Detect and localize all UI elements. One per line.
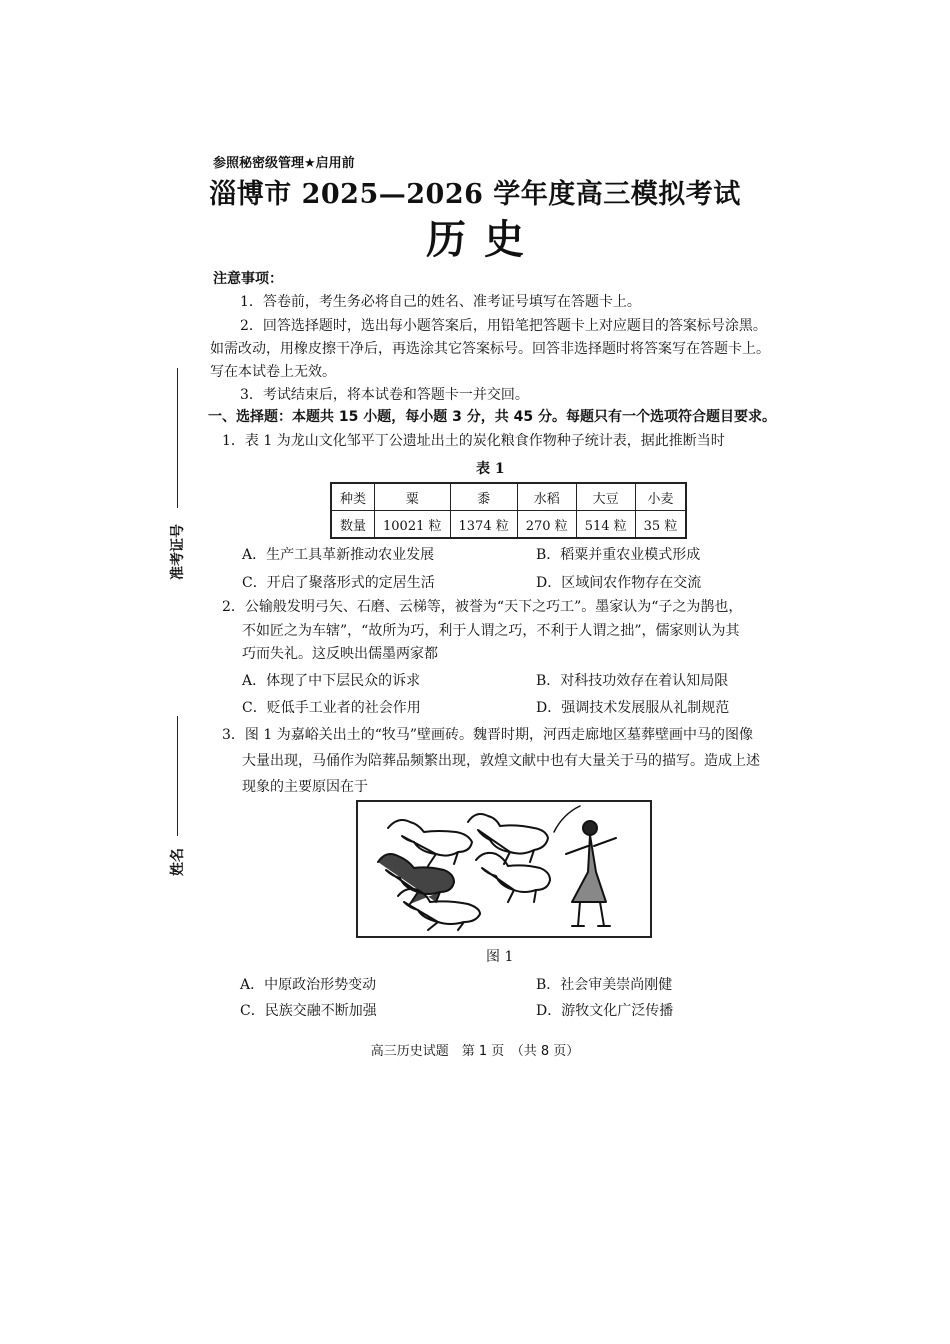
q3-option-c: C．民族交融不断加强: [240, 1003, 377, 1019]
exam-title: 淄博市 2025—2026 学年度高三模拟考试: [209, 179, 741, 210]
q2-line-3: 巧而失礼。这反映出儒墨两家都: [242, 646, 438, 662]
q2-option-d: D．强调技术发展服从礼制规范: [536, 700, 730, 716]
exam-id-line: [177, 368, 178, 508]
name-line: [177, 716, 178, 836]
mural-illustration: [358, 802, 650, 936]
table-cell: 10021 粒: [375, 511, 451, 539]
notice-item-2-line3: 写在本试卷上无效。: [210, 364, 336, 380]
notice-item-2-line2: 如需改动，用橡皮擦干净后，再选涂其它答案标号。回答非选择题时将答案写在答题卡上。: [210, 341, 770, 357]
table-row: [331, 511, 686, 539]
notice-item-2-line1: 2．回答选择题时，选出每小题答案后，用铅笔把答题卡上对应题目的答案标号涂黑。: [240, 318, 767, 334]
secret-mark: 参照秘密级管理★启用前: [213, 156, 355, 171]
q1-option-a: A．生产工具革新推动农业发展: [242, 547, 435, 563]
q3-option-d: D．游牧文化广泛传播: [536, 1003, 674, 1019]
table-cell: 水稻: [517, 483, 576, 511]
table-cell: 种类: [331, 483, 375, 511]
horse-shape: [476, 853, 550, 902]
notice-item-3: 3．考试结束后，将本试卷和答题卡一并交回。: [240, 387, 529, 403]
q3-figure-caption: 图 1: [486, 949, 514, 965]
q1-stem: 1．表 1 为龙山文化邹平丁公遗址出土的炭化粮食作物种子统计表，据此推断当时: [222, 433, 725, 449]
q2-option-c: C．贬低手工业者的社会作用: [242, 700, 421, 716]
herding-horses-mural-figure: [356, 800, 652, 938]
q3-line-2: 大量出现，马俑作为陪葬品频繁出现，敦煌文献中也有大量关于马的描写。造成上述: [242, 753, 760, 769]
table-cell: 35 粒: [635, 511, 686, 539]
q1-table-caption: 表 1: [476, 461, 505, 477]
table-cell: 黍: [450, 483, 517, 511]
table-cell: 1374 粒: [450, 511, 517, 539]
herdsman-figure: [566, 821, 616, 926]
q3-option-a: A．中原政治形势变动: [240, 977, 377, 993]
table-cell: 数量: [331, 511, 375, 539]
table-cell: 514 粒: [576, 511, 635, 539]
q1-option-b: B．稻粟并重农业模式形成: [536, 547, 701, 563]
q1-option-d: D．区域间农作物存在交流: [536, 575, 702, 591]
page-footer: 高三历史试题 第 1 页 （共 8 页）: [370, 1044, 580, 1059]
table-header-row: [331, 483, 686, 511]
seed-table: [330, 482, 687, 539]
subject-title: 历史: [426, 216, 542, 263]
table-cell: 270 粒: [517, 511, 576, 539]
q1-option-c: C．开启了聚落形式的定居生活: [242, 575, 435, 591]
q3-option-b: B．社会审美崇尚刚健: [536, 977, 673, 993]
q2-option-b: B．对科技功效存在着认知局限: [536, 673, 729, 689]
notice-heading: 注意事项：: [213, 271, 283, 287]
q3-line-3: 现象的主要原因在于: [242, 779, 368, 795]
q2-line-2: 不如匠之为车辖”，“故所为巧，利于人谓之巧，不利于人谓之拙”，儒家则认为其: [242, 623, 740, 639]
name-label: 姓名: [170, 848, 186, 876]
exam-id-label: 准考证号: [170, 524, 186, 580]
table-cell: 粟: [375, 483, 451, 511]
q2-option-a: A．体现了中下层民众的诉求: [242, 673, 421, 689]
horse-shape: [378, 854, 454, 904]
q3-line-1: 3．图 1 为嘉峪关出土的“牧马”壁画砖。魏晋时期，河西走廊地区墓葬壁画中马的图像: [222, 727, 754, 743]
q2-line-1: 2．公输般发明弓矢、石磨、云梯等，被誉为“天下之巧工”。墨家认为“子之为鹊也，: [222, 599, 743, 615]
table-cell: 小麦: [635, 483, 686, 511]
notice-item-1: 1．答卷前，考生务必将自己的姓名、准考证号填写在答题卡上。: [240, 294, 641, 310]
table-cell: 大豆: [576, 483, 635, 511]
section-heading: 一、选择题：本题共 15 小题，每小题 3 分，共 45 分。每题只有一个选项符合题目要求。: [208, 409, 776, 425]
